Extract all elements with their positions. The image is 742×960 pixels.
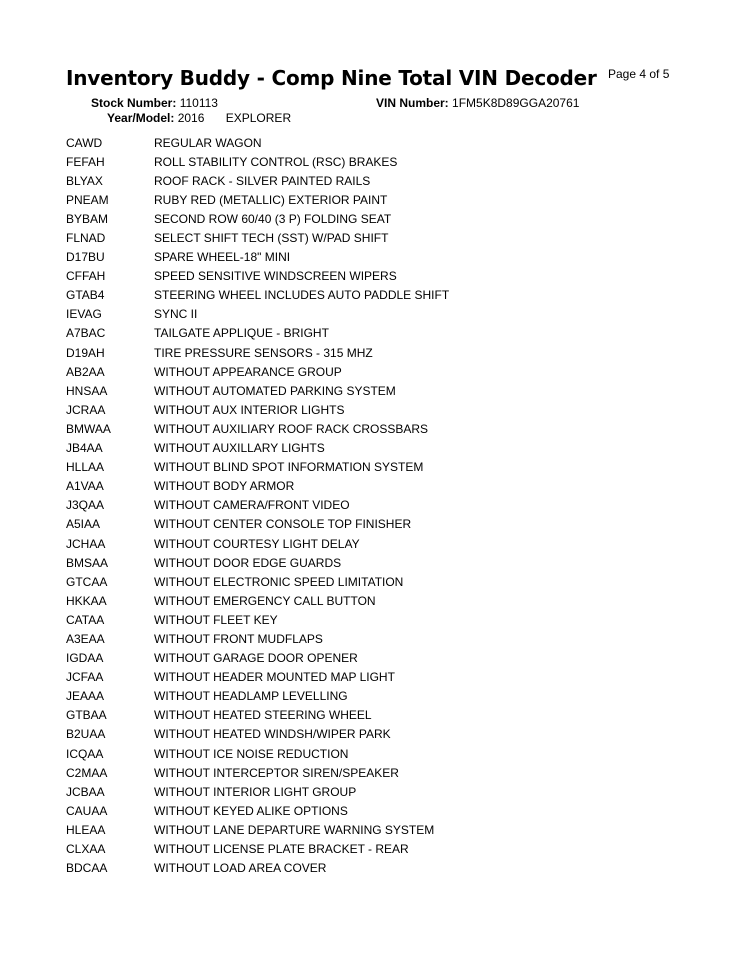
option-description: WITHOUT BLIND SPOT INFORMATION SYSTEM xyxy=(154,460,424,475)
option-code-row xyxy=(66,839,449,858)
option-description: WITHOUT LOAD AREA COVER xyxy=(154,861,327,876)
option-description: RUBY RED (METALLIC) EXTERIOR PAINT xyxy=(154,192,388,207)
option-description: WITHOUT ICE NOISE REDUCTION xyxy=(154,746,349,761)
option-code: CAWD xyxy=(66,135,103,150)
option-code: JB4AA xyxy=(66,441,103,456)
option-description: WITHOUT CENTER CONSOLE TOP FINISHER xyxy=(154,517,412,532)
option-code-row xyxy=(66,706,449,725)
option-description: WITHOUT LICENSE PLATE BRACKET - REAR xyxy=(154,842,409,857)
option-code-row xyxy=(66,171,449,190)
option-description: SPEED SENSITIVE WINDSCREEN WIPERS xyxy=(154,269,397,284)
option-description: SECOND ROW 60/40 (3 P) FOLDING SEAT xyxy=(154,211,392,226)
option-description: TIRE PRESSURE SENSORS - 315 MHZ xyxy=(154,345,373,360)
option-code-row xyxy=(66,362,449,381)
option-code-row xyxy=(66,801,449,820)
option-code: A1VAA xyxy=(66,479,104,494)
option-code-row xyxy=(66,859,449,878)
option-description: WITHOUT AUX INTERIOR LIGHTS xyxy=(154,402,345,417)
option-code-row xyxy=(66,687,449,706)
year-model-row xyxy=(107,111,291,125)
option-description: WITHOUT AUXILIARY ROOF RACK CROSSBARS xyxy=(154,421,429,436)
option-code-row xyxy=(66,209,449,228)
option-description: WITHOUT HEATED STEERING WHEEL xyxy=(154,708,372,723)
option-code-row xyxy=(66,572,449,591)
option-code-row xyxy=(66,725,449,744)
option-description: SELECT SHIFT TECH (SST) W/PAD SHIFT xyxy=(154,231,389,246)
option-code: BMSAA xyxy=(66,555,109,570)
option-code-row xyxy=(66,305,449,324)
option-code: JEAAA xyxy=(66,689,105,704)
option-code: GTBAA xyxy=(66,708,107,723)
option-code: IEVAG xyxy=(66,307,102,322)
option-code-row xyxy=(66,419,449,438)
option-code: HLLAA xyxy=(66,460,105,475)
option-description: WITHOUT INTERIOR LIGHT GROUP xyxy=(154,784,357,799)
option-code-row xyxy=(66,190,449,209)
option-code: BYBAM xyxy=(66,211,109,226)
option-code: AB2AA xyxy=(66,364,105,379)
option-code: JCRAA xyxy=(66,402,106,417)
option-code-row xyxy=(66,496,449,515)
option-code: BLYAX xyxy=(66,173,103,188)
option-description: WITHOUT FRONT MUDFLAPS xyxy=(154,631,323,646)
option-description: WITHOUT HEADER MOUNTED MAP LIGHT xyxy=(154,670,395,685)
option-description: WITHOUT HEADLAMP LEVELLING xyxy=(154,689,348,704)
option-code-row xyxy=(66,610,449,629)
option-code-row xyxy=(66,152,449,171)
option-description: WITHOUT CAMERA/FRONT VIDEO xyxy=(154,498,350,513)
page-number: Page 4 of 5 xyxy=(608,67,670,81)
option-code-row xyxy=(66,668,449,687)
option-code-row xyxy=(66,248,449,267)
option-description: REGULAR WAGON xyxy=(154,135,262,150)
option-code-row xyxy=(66,228,449,247)
option-code: ICQAA xyxy=(66,746,104,761)
document-title: Inventory Buddy - Comp Nine Total VIN Decoder xyxy=(66,66,597,90)
option-code-row xyxy=(66,534,449,553)
option-code-row xyxy=(66,458,449,477)
option-description: ROOF RACK - SILVER PAINTED RAILS xyxy=(154,173,371,188)
option-description: ROLL STABILITY CONTROL (RSC) BRAKES xyxy=(154,154,398,169)
option-code: CLXAA xyxy=(66,842,106,857)
option-code: GTCAA xyxy=(66,574,108,589)
option-code-row xyxy=(66,133,449,152)
option-code: A5IAA xyxy=(66,517,101,532)
option-code-row xyxy=(66,477,449,496)
option-code-row xyxy=(66,400,449,419)
model-value: EXPLORER xyxy=(225,111,292,125)
option-code: PNEAM xyxy=(66,192,109,207)
stock-number-label: Stock Number: xyxy=(91,96,177,110)
option-code-row xyxy=(66,629,449,648)
option-code-row xyxy=(66,744,449,763)
option-description: WITHOUT KEYED ALIKE OPTIONS xyxy=(154,803,348,818)
option-description: WITHOUT LANE DEPARTURE WARNING SYSTEM xyxy=(154,822,435,837)
option-code: FLNAD xyxy=(66,231,106,246)
option-code: BMWAA xyxy=(66,421,111,436)
option-code: C2MAA xyxy=(66,765,108,780)
option-description: SPARE WHEEL-18" MINI xyxy=(154,250,291,265)
option-code: CATAA xyxy=(66,612,105,627)
vin-number-value: 1FM5K8D89GGA20761 xyxy=(452,96,580,110)
option-code: HNSAA xyxy=(66,383,108,398)
option-description: WITHOUT GARAGE DOOR OPENER xyxy=(154,651,358,666)
option-code-row xyxy=(66,515,449,534)
stock-number-value: 110113 xyxy=(179,96,218,110)
option-code: IGDAA xyxy=(66,651,104,666)
year-value: 2016 xyxy=(177,111,205,125)
option-code-row xyxy=(66,439,449,458)
option-code: B2UAA xyxy=(66,727,106,742)
option-description: WITHOUT ELECTRONIC SPEED LIMITATION xyxy=(154,574,404,589)
option-description: WITHOUT HEATED WINDSH/WIPER PARK xyxy=(154,727,391,742)
option-code-row xyxy=(66,649,449,668)
option-code-row xyxy=(66,553,449,572)
option-code: CAUAA xyxy=(66,803,108,818)
option-code: BDCAA xyxy=(66,861,108,876)
option-code: A7BAC xyxy=(66,326,106,341)
option-description: WITHOUT APPEARANCE GROUP xyxy=(154,364,342,379)
option-code: J3QAA xyxy=(66,498,105,513)
option-code: JCBAA xyxy=(66,784,105,799)
option-code: D17BU xyxy=(66,250,105,265)
option-description: WITHOUT INTERCEPTOR SIREN/SPEAKER xyxy=(154,765,399,780)
option-description: WITHOUT COURTESY LIGHT DELAY xyxy=(154,536,360,551)
option-description: STEERING WHEEL INCLUDES AUTO PADDLE SHIFT xyxy=(154,288,450,303)
year-model-label: Year/Model: xyxy=(107,111,175,125)
option-code: HLEAA xyxy=(66,822,106,837)
option-description: WITHOUT FLEET KEY xyxy=(154,612,278,627)
option-code: GTAB4 xyxy=(66,288,105,303)
option-code-row xyxy=(66,343,449,362)
option-code-row xyxy=(66,267,449,286)
option-code-row xyxy=(66,763,449,782)
vin-number-label: VIN Number: xyxy=(376,96,449,110)
option-description: WITHOUT EMERGENCY CALL BUTTON xyxy=(154,593,376,608)
option-code-row xyxy=(66,591,449,610)
option-code: A3EAA xyxy=(66,631,105,646)
option-code: CFFAH xyxy=(66,269,106,284)
option-description: WITHOUT AUTOMATED PARKING SYSTEM xyxy=(154,383,396,398)
option-code: JCHAA xyxy=(66,536,106,551)
option-code: JCFAA xyxy=(66,670,104,685)
option-code: D19AH xyxy=(66,345,105,360)
option-description: SYNC II xyxy=(154,307,198,322)
option-code-row xyxy=(66,324,449,343)
option-description: WITHOUT AUXILLARY LIGHTS xyxy=(154,441,325,456)
option-description: WITHOUT DOOR EDGE GUARDS xyxy=(154,555,342,570)
option-code: FEFAH xyxy=(66,154,105,169)
option-code-list xyxy=(66,133,449,878)
option-description: WITHOUT BODY ARMOR xyxy=(154,479,295,494)
option-code-row xyxy=(66,286,449,305)
option-code-row xyxy=(66,381,449,400)
stock-number-row xyxy=(91,96,218,110)
option-code: HKKAA xyxy=(66,593,107,608)
vin-number-row xyxy=(376,96,579,110)
option-code-row xyxy=(66,782,449,801)
option-code-row xyxy=(66,820,449,839)
option-description: TAILGATE APPLIQUE - BRIGHT xyxy=(154,326,329,341)
